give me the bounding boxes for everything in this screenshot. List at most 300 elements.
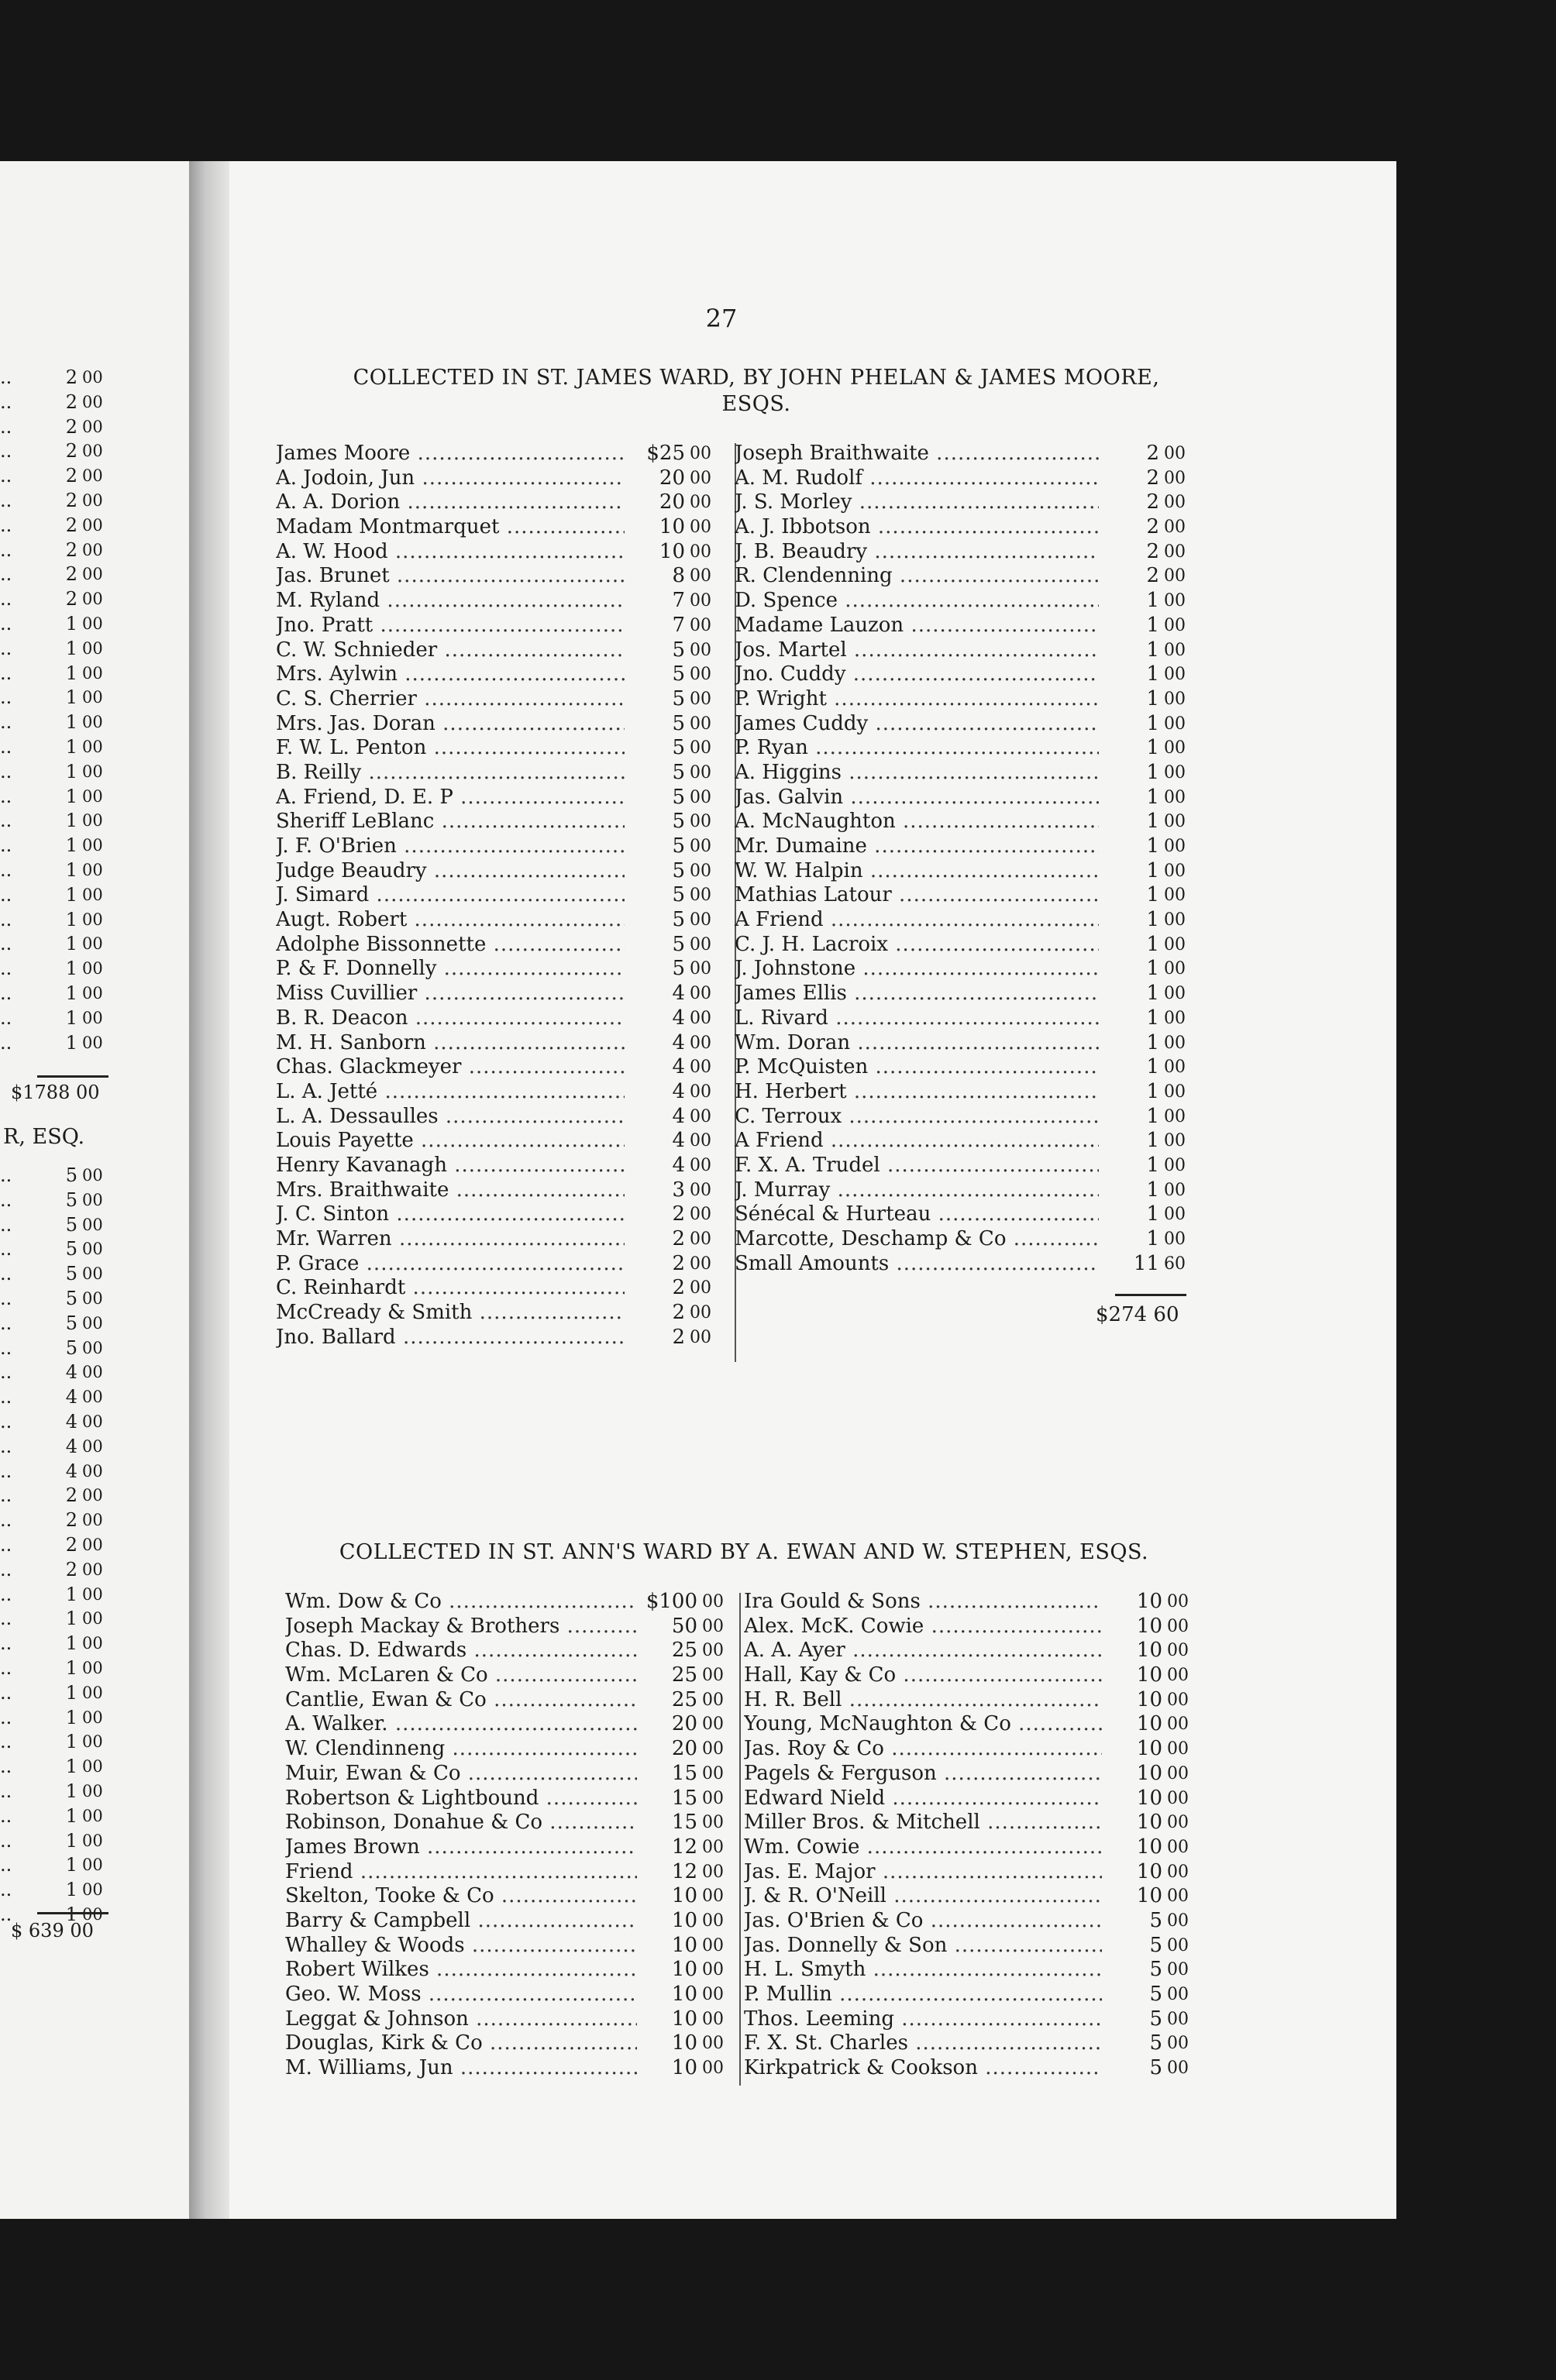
entry-name: H. Herbert ..... (735, 1080, 1099, 1105)
entry-name: A. J. Ibbotson ..... (735, 515, 1099, 540)
entry-row (285, 1934, 730, 1959)
entry-name: Robertson & Lightbound ..... (285, 1787, 637, 1811)
entry-dollars: 10 (671, 2031, 697, 2055)
entry-name: Louis Payette ..... (276, 1129, 625, 1154)
entry-name: Geo. W. Moss ..... (285, 1983, 637, 2007)
left-page-row (0, 1681, 116, 1704)
leader-dots: .. (0, 1706, 12, 1728)
leader-dots: .. (0, 1336, 12, 1359)
left-page-dollars: 2 (65, 465, 77, 487)
entry-dollars: 5 (672, 760, 685, 784)
entry-row (285, 1590, 730, 1615)
leader-dots: .. (0, 1006, 12, 1029)
entry-row (735, 982, 1192, 1006)
entry-name: Skelton, Tooke & Co ..... (285, 1884, 637, 1909)
entry-name: Young, McNaughton & Co ..... (744, 1712, 1102, 1737)
left-page-cents: 00 (82, 1560, 103, 1579)
entry-row (735, 957, 1192, 982)
section2-left-column (285, 1590, 730, 2081)
left-page-row (0, 1804, 116, 1828)
entry-dollars: 10 (1136, 1811, 1162, 1835)
left-page-row (0, 1237, 116, 1261)
entry-cents: 00 (690, 665, 711, 685)
entry-row (744, 1884, 1195, 1909)
entry-row (735, 1080, 1192, 1105)
entry-dollars: 10 (659, 539, 685, 563)
entry-name: Joseph Braithwaite ..... (735, 442, 1099, 466)
left-page-dollars: 1 (65, 859, 77, 881)
entry-row (285, 1663, 730, 1688)
entry-row (276, 466, 718, 491)
entry-row (276, 490, 718, 515)
section1-total-rule (1115, 1294, 1186, 1296)
left-page-row (0, 439, 116, 463)
entry-row (276, 1202, 718, 1227)
entry-row (276, 933, 718, 958)
entry-cents: 00 (1164, 812, 1186, 832)
entry-row (276, 908, 718, 933)
left-page-row (0, 957, 116, 980)
entry-cents: 00 (690, 493, 711, 513)
entry-name: Wm. McLaren & Co ..... (285, 1663, 637, 1688)
entry-name: J. S. Morley ..... (735, 490, 1099, 515)
leader-dots: .. (0, 760, 12, 782)
entry-cents: 00 (702, 1862, 724, 1882)
entry-row (735, 1227, 1192, 1252)
entry-row (285, 1615, 730, 1639)
entry-row (276, 1031, 718, 1056)
entry-row (735, 883, 1192, 908)
left-page-dollars: 1 (65, 1006, 77, 1029)
leader-dots: .. (0, 1386, 12, 1408)
entry-row (735, 810, 1192, 834)
section2-heading: COLLECTED IN ST. ANN'S WARD BY A. EWAN AND W. STEPHEN, ESQS. (339, 1540, 1149, 1564)
entry-row (276, 1178, 718, 1203)
left-page-dollars: 2 (65, 1558, 77, 1580)
entry-row (744, 1811, 1195, 1835)
section1-heading: COLLECTED IN ST. JAMES WARD, BY JOHN PHELAN & JAMES MOORE, (353, 366, 1160, 390)
left-page-cents: 00 (82, 1166, 103, 1185)
entry-dollars: 4 (672, 1129, 685, 1153)
entry-cents: 00 (690, 444, 711, 463)
leader-dots: .. (0, 859, 12, 881)
entry-name: James Moore ..... (276, 442, 625, 466)
entry-row (735, 1105, 1192, 1130)
entry-dollars: 1 (1146, 662, 1159, 686)
entry-row (276, 564, 718, 589)
entry-cents: 00 (1164, 1106, 1186, 1126)
entry-dollars: 7 (672, 589, 685, 613)
entry-row (735, 442, 1192, 466)
entry-row (735, 1154, 1192, 1178)
leader-dots: .. (0, 1731, 12, 1753)
entry-dollars: 2 (672, 1251, 685, 1275)
entry-cents: 00 (1164, 1205, 1186, 1225)
left-page-cents: 00 (82, 1732, 103, 1752)
entry-row (735, 490, 1192, 515)
left-page-dollars: 2 (65, 366, 77, 388)
entry-cents: 00 (690, 812, 711, 832)
leader-dots: .. (0, 1608, 12, 1630)
left-page-row (0, 809, 116, 832)
entry-name: A Friend ..... (735, 1129, 1099, 1154)
entry-name: B. R. Deacon ..... (276, 1006, 625, 1031)
entry-dollars: 10 (1136, 1786, 1162, 1810)
entry-name: P. McQuisten ..... (735, 1055, 1099, 1080)
leader-dots: .. (0, 1681, 12, 1704)
left-page-row (0, 834, 116, 857)
entry-row (735, 1055, 1192, 1080)
entry-dollars: 10 (671, 1958, 697, 1982)
left-page-dollars: 5 (65, 1238, 77, 1261)
entry-cents: 00 (1167, 1714, 1189, 1735)
left-page-cents: 00 (82, 1289, 103, 1308)
left-page-dollars: 1 (65, 1804, 77, 1827)
entry-cents: 00 (702, 1911, 724, 1931)
left-page-dollars: 2 (65, 538, 77, 561)
entry-row (735, 687, 1192, 712)
left-page-row (0, 1583, 116, 1606)
left-page-dollars: 1 (65, 1608, 77, 1630)
entry-row (285, 1983, 730, 2007)
entry-row (744, 1835, 1195, 1860)
left-page-row (0, 908, 116, 931)
entry-row (276, 614, 718, 638)
entry-cents: 00 (702, 1714, 724, 1735)
entry-row (285, 1884, 730, 1909)
entry-row (744, 1762, 1195, 1787)
entry-name: J. Simard ..... (276, 883, 625, 908)
leader-dots: .. (0, 958, 12, 980)
left-page-cents: 00 (82, 565, 103, 584)
left-page-row (0, 1385, 116, 1408)
entry-dollars: 1 (1146, 736, 1159, 760)
entry-cents: 00 (702, 1616, 724, 1636)
entry-dollars: 12 (671, 1859, 697, 1883)
entry-row (276, 540, 718, 565)
entry-cents: 00 (1167, 1763, 1189, 1783)
leader-dots: .. (0, 613, 12, 635)
left-page-cents: 00 (82, 1363, 103, 1382)
entry-name: Judge Beaudry ..... (276, 859, 625, 884)
entry-name: Wm. Cowie ..... (744, 1835, 1102, 1860)
left-page-cents: 00 (82, 910, 103, 929)
entry-cents: 60 (1164, 1254, 1186, 1274)
entry-dollars: 20 (659, 490, 685, 514)
left-page-cents: 00 (82, 1609, 103, 1629)
entry-cents: 00 (1167, 1616, 1189, 1636)
entry-dollars: 1 (1146, 883, 1159, 907)
left-page-cents: 00 (82, 959, 103, 978)
left-page-cents: 00 (82, 688, 103, 707)
left-page-row (0, 883, 116, 906)
leader-dots: .. (0, 1804, 12, 1827)
entry-dollars: 5 (672, 908, 685, 932)
entry-cents: 00 (1164, 1058, 1186, 1078)
entry-row (285, 2031, 730, 2056)
entry-cents: 00 (1167, 1641, 1189, 1661)
entry-cents: 00 (690, 861, 711, 881)
entry-cents: 00 (1164, 934, 1186, 954)
entry-name: J. F. O'Brien ..... (276, 834, 625, 859)
entry-name: A. Friend, D. E. P ..... (276, 786, 625, 810)
entry-row (285, 1762, 730, 1787)
entry-name: Miss Cuvillier ..... (276, 982, 625, 1006)
left-page-cents: 00 (82, 1461, 103, 1481)
left-page-row (0, 1460, 116, 1483)
left-page-dollars: 2 (65, 415, 77, 438)
entry-name: M. H. Sanborn ..... (276, 1031, 625, 1056)
leader-dots: .. (0, 1188, 12, 1211)
entry-dollars: 25 (671, 1687, 697, 1711)
entry-cents: 00 (1164, 518, 1186, 538)
entry-cents: 00 (690, 518, 711, 538)
entry-row (285, 1835, 730, 1860)
entry-row (735, 614, 1192, 638)
entry-name: Edward Nield ..... (744, 1787, 1102, 1811)
entry-cents: 00 (702, 1935, 724, 1955)
entry-cents: 00 (1164, 444, 1186, 463)
left-page-cents: 00 (82, 811, 103, 831)
entry-row (285, 1958, 730, 1983)
leader-dots: .. (0, 490, 12, 511)
leader-dots: .. (0, 465, 12, 487)
entry-row (744, 1615, 1195, 1639)
left-page-row (0, 1031, 116, 1054)
entry-dollars: $100 (645, 1590, 697, 1613)
left-page-cents: 00 (82, 1412, 103, 1431)
entry-cents: 00 (690, 566, 711, 586)
left-page-dollars: 1 (65, 736, 77, 758)
entry-dollars: 1 (1146, 760, 1159, 784)
entry-row (735, 589, 1192, 614)
entry-cents: 00 (690, 837, 711, 856)
entry-dollars: 5 (1149, 1958, 1162, 1982)
left-page-dollars: 1 (65, 711, 77, 734)
entry-dollars: 20 (671, 1712, 697, 1736)
entry-dollars: 1 (1146, 686, 1159, 710)
entry-name: Friend ..... (285, 1860, 637, 1885)
leader-dots: .. (0, 1854, 12, 1876)
entry-row (285, 1737, 730, 1762)
entry-dollars: 15 (671, 1761, 697, 1785)
entry-cents: 00 (690, 1082, 711, 1102)
section1-right-column (735, 442, 1192, 1276)
entry-cents: 00 (690, 738, 711, 758)
left-page-cents: 00 (82, 738, 103, 756)
entry-cents: 00 (1167, 1788, 1189, 1808)
leader-dots: .. (0, 538, 12, 561)
left-page-cents: 00 (82, 1388, 103, 1407)
entry-row (276, 761, 718, 786)
left-page-row (0, 932, 116, 955)
entry-row (276, 1301, 718, 1326)
entry-name: Joseph Mackay & Brothers ..... (285, 1615, 637, 1639)
left-page-row (0, 1607, 116, 1630)
entry-name: Mathias Latour ..... (735, 883, 1099, 908)
left-page-cents: 00 (82, 1536, 103, 1554)
entry-cents: 00 (1164, 861, 1186, 881)
entry-dollars: 5 (672, 686, 685, 710)
entry-name: Jno. Pratt ..... (276, 614, 625, 638)
entry-row (744, 2007, 1195, 2032)
entry-row (276, 736, 718, 761)
entry-cents: 00 (702, 1690, 724, 1710)
entry-cents: 00 (1167, 1935, 1189, 1955)
entry-name: H. L. Smyth ..... (744, 1958, 1102, 1983)
entry-row (276, 662, 718, 687)
entry-name: A. A. Dorion ..... (276, 490, 625, 515)
left-page-row (0, 1213, 116, 1236)
left-page-cents: 00 (82, 1338, 103, 1357)
entry-dollars: 1 (1146, 1227, 1159, 1250)
entry-dollars: 2 (672, 1276, 685, 1300)
entry-dollars: 10 (1136, 1590, 1162, 1613)
left-page-cents: 00 (82, 1905, 103, 1924)
left-page-cents: 00 (82, 885, 103, 904)
entry-name: Chas. Glackmeyer ..... (276, 1055, 625, 1080)
entry-name: James Cuddy ..... (735, 712, 1099, 737)
left-page-cents: 00 (82, 663, 103, 683)
entry-name: Leggat & Johnson ..... (285, 2007, 637, 2032)
left-page-dollars: 1 (65, 1904, 77, 1925)
left-page-row (0, 1755, 116, 1778)
entry-cents: 00 (690, 886, 711, 906)
entry-dollars: 2 (1146, 490, 1159, 514)
left-page-row (0, 858, 116, 882)
leader-dots: .. (0, 1312, 12, 1334)
entry-cents: 00 (1164, 566, 1186, 586)
entry-row (735, 933, 1192, 958)
left-page-dollars: 2 (65, 563, 77, 586)
entry-dollars: 2 (672, 1227, 685, 1250)
entry-name: Miller Bros. & Mitchell ..... (744, 1811, 1102, 1835)
entry-dollars: 5 (672, 638, 685, 662)
entry-row (735, 662, 1192, 687)
entry-name: McCready & Smith ..... (276, 1301, 625, 1326)
left-page-dollars: 1 (65, 933, 77, 955)
entry-name: Henry Kavanagh ..... (276, 1154, 625, 1178)
entry-dollars: 2 (1146, 564, 1159, 588)
left-page-row (0, 1410, 116, 1433)
entry-dollars: 4 (672, 1079, 685, 1103)
entry-cents: 00 (1164, 1155, 1186, 1175)
leader-dots: .. (0, 1435, 12, 1457)
left-page-dollars: 1 (65, 834, 77, 857)
entry-name: R. Clendenning ..... (735, 564, 1099, 589)
entry-dollars: 2 (1146, 466, 1159, 490)
left-page-cents: 00 (82, 1880, 103, 1900)
left-page-dollars: 2 (65, 440, 77, 463)
entry-name: C. Terroux ..... (735, 1105, 1099, 1130)
entry-name: F. X. St. Charles ..... (744, 2031, 1102, 2056)
left-page-cents: 00 (82, 1033, 103, 1052)
entry-dollars: 20 (671, 1737, 697, 1761)
left-page-row (0, 1632, 116, 1655)
entry-cents: 00 (1164, 959, 1186, 979)
left-page-dollars: 2 (65, 514, 77, 536)
entry-name: Jas. Brunet ..... (276, 564, 625, 589)
section1-heading-continued: ESQS. (721, 392, 791, 416)
left-page-dollars: 1 (65, 810, 77, 832)
entry-row (276, 786, 718, 810)
left-page-cents: 00 (82, 1190, 103, 1209)
entry-dollars: 5 (1149, 2031, 1162, 2055)
entry-row (744, 1860, 1195, 1885)
entry-name: Ira Gould & Sons ..... (744, 1590, 1102, 1615)
entry-cents: 00 (702, 1837, 724, 1857)
left-page-cents: 00 (82, 515, 103, 535)
entry-dollars: 25 (671, 1663, 697, 1687)
entry-cents: 00 (1164, 615, 1186, 635)
left-page-dollars: 1 (65, 982, 77, 1004)
entry-dollars: 15 (671, 1811, 697, 1835)
left-page-row (0, 1188, 116, 1212)
entry-row (735, 564, 1192, 589)
left-page-cents: 00 (82, 614, 103, 633)
entry-cents: 00 (690, 959, 711, 979)
entry-cents: 00 (690, 1303, 711, 1323)
leader-dots: .. (0, 883, 12, 906)
entry-row (735, 908, 1192, 933)
entry-cents: 00 (1167, 1960, 1189, 1980)
entry-row (735, 515, 1192, 540)
entry-dollars: 5 (672, 662, 685, 686)
entry-cents: 00 (1167, 1886, 1189, 1907)
leader-dots: .. (0, 736, 12, 758)
entry-dollars: 4 (672, 1055, 685, 1079)
left-page (0, 161, 189, 2219)
entry-cents: 00 (1164, 493, 1186, 513)
entry-dollars: 4 (672, 1030, 685, 1054)
entry-dollars: 5 (672, 883, 685, 907)
entry-name: Small Amounts ..... (735, 1252, 1099, 1277)
entry-row (276, 687, 718, 712)
entry-dollars: 5 (672, 810, 685, 834)
entry-cents: 00 (1167, 1837, 1189, 1857)
entry-row (285, 1909, 730, 1934)
left-page-dollars: 1 (65, 613, 77, 635)
entry-dollars: 5 (672, 736, 685, 760)
entry-dollars: 5 (672, 785, 685, 809)
entry-row (285, 1811, 730, 1835)
leader-dots: .. (0, 1361, 12, 1384)
entry-cents: 00 (1167, 1739, 1189, 1759)
entry-row (744, 2031, 1195, 2056)
entry-name: Marcotte, Deschamp & Co ..... (735, 1227, 1099, 1252)
entry-cents: 00 (690, 1106, 711, 1126)
entry-dollars: 1 (1146, 1129, 1159, 1153)
left-page-row (0, 1164, 116, 1187)
left-page-row (0, 785, 116, 808)
entry-cents: 00 (690, 689, 711, 709)
leader-dots: .. (0, 1756, 12, 1778)
entry-name: M. Ryland ..... (276, 589, 625, 614)
left-page-row (0, 562, 116, 586)
left-page-row (0, 514, 116, 537)
entry-dollars: $25 (646, 442, 685, 465)
entry-name: Sheriff LeBlanc ..... (276, 810, 625, 834)
entry-name: Cantlie, Ewan & Co ..... (285, 1688, 637, 1713)
entry-cents: 00 (1164, 468, 1186, 488)
entry-cents: 00 (1164, 591, 1186, 611)
left-page-dollars: 5 (65, 1263, 77, 1285)
entry-name: Jno. Cuddy ..... (735, 662, 1099, 687)
entry-name: Sénécal & Hurteau ..... (735, 1202, 1099, 1227)
entry-cents: 00 (702, 1666, 724, 1686)
entry-dollars: 4 (672, 1006, 685, 1030)
entry-dollars: 1 (1146, 810, 1159, 834)
